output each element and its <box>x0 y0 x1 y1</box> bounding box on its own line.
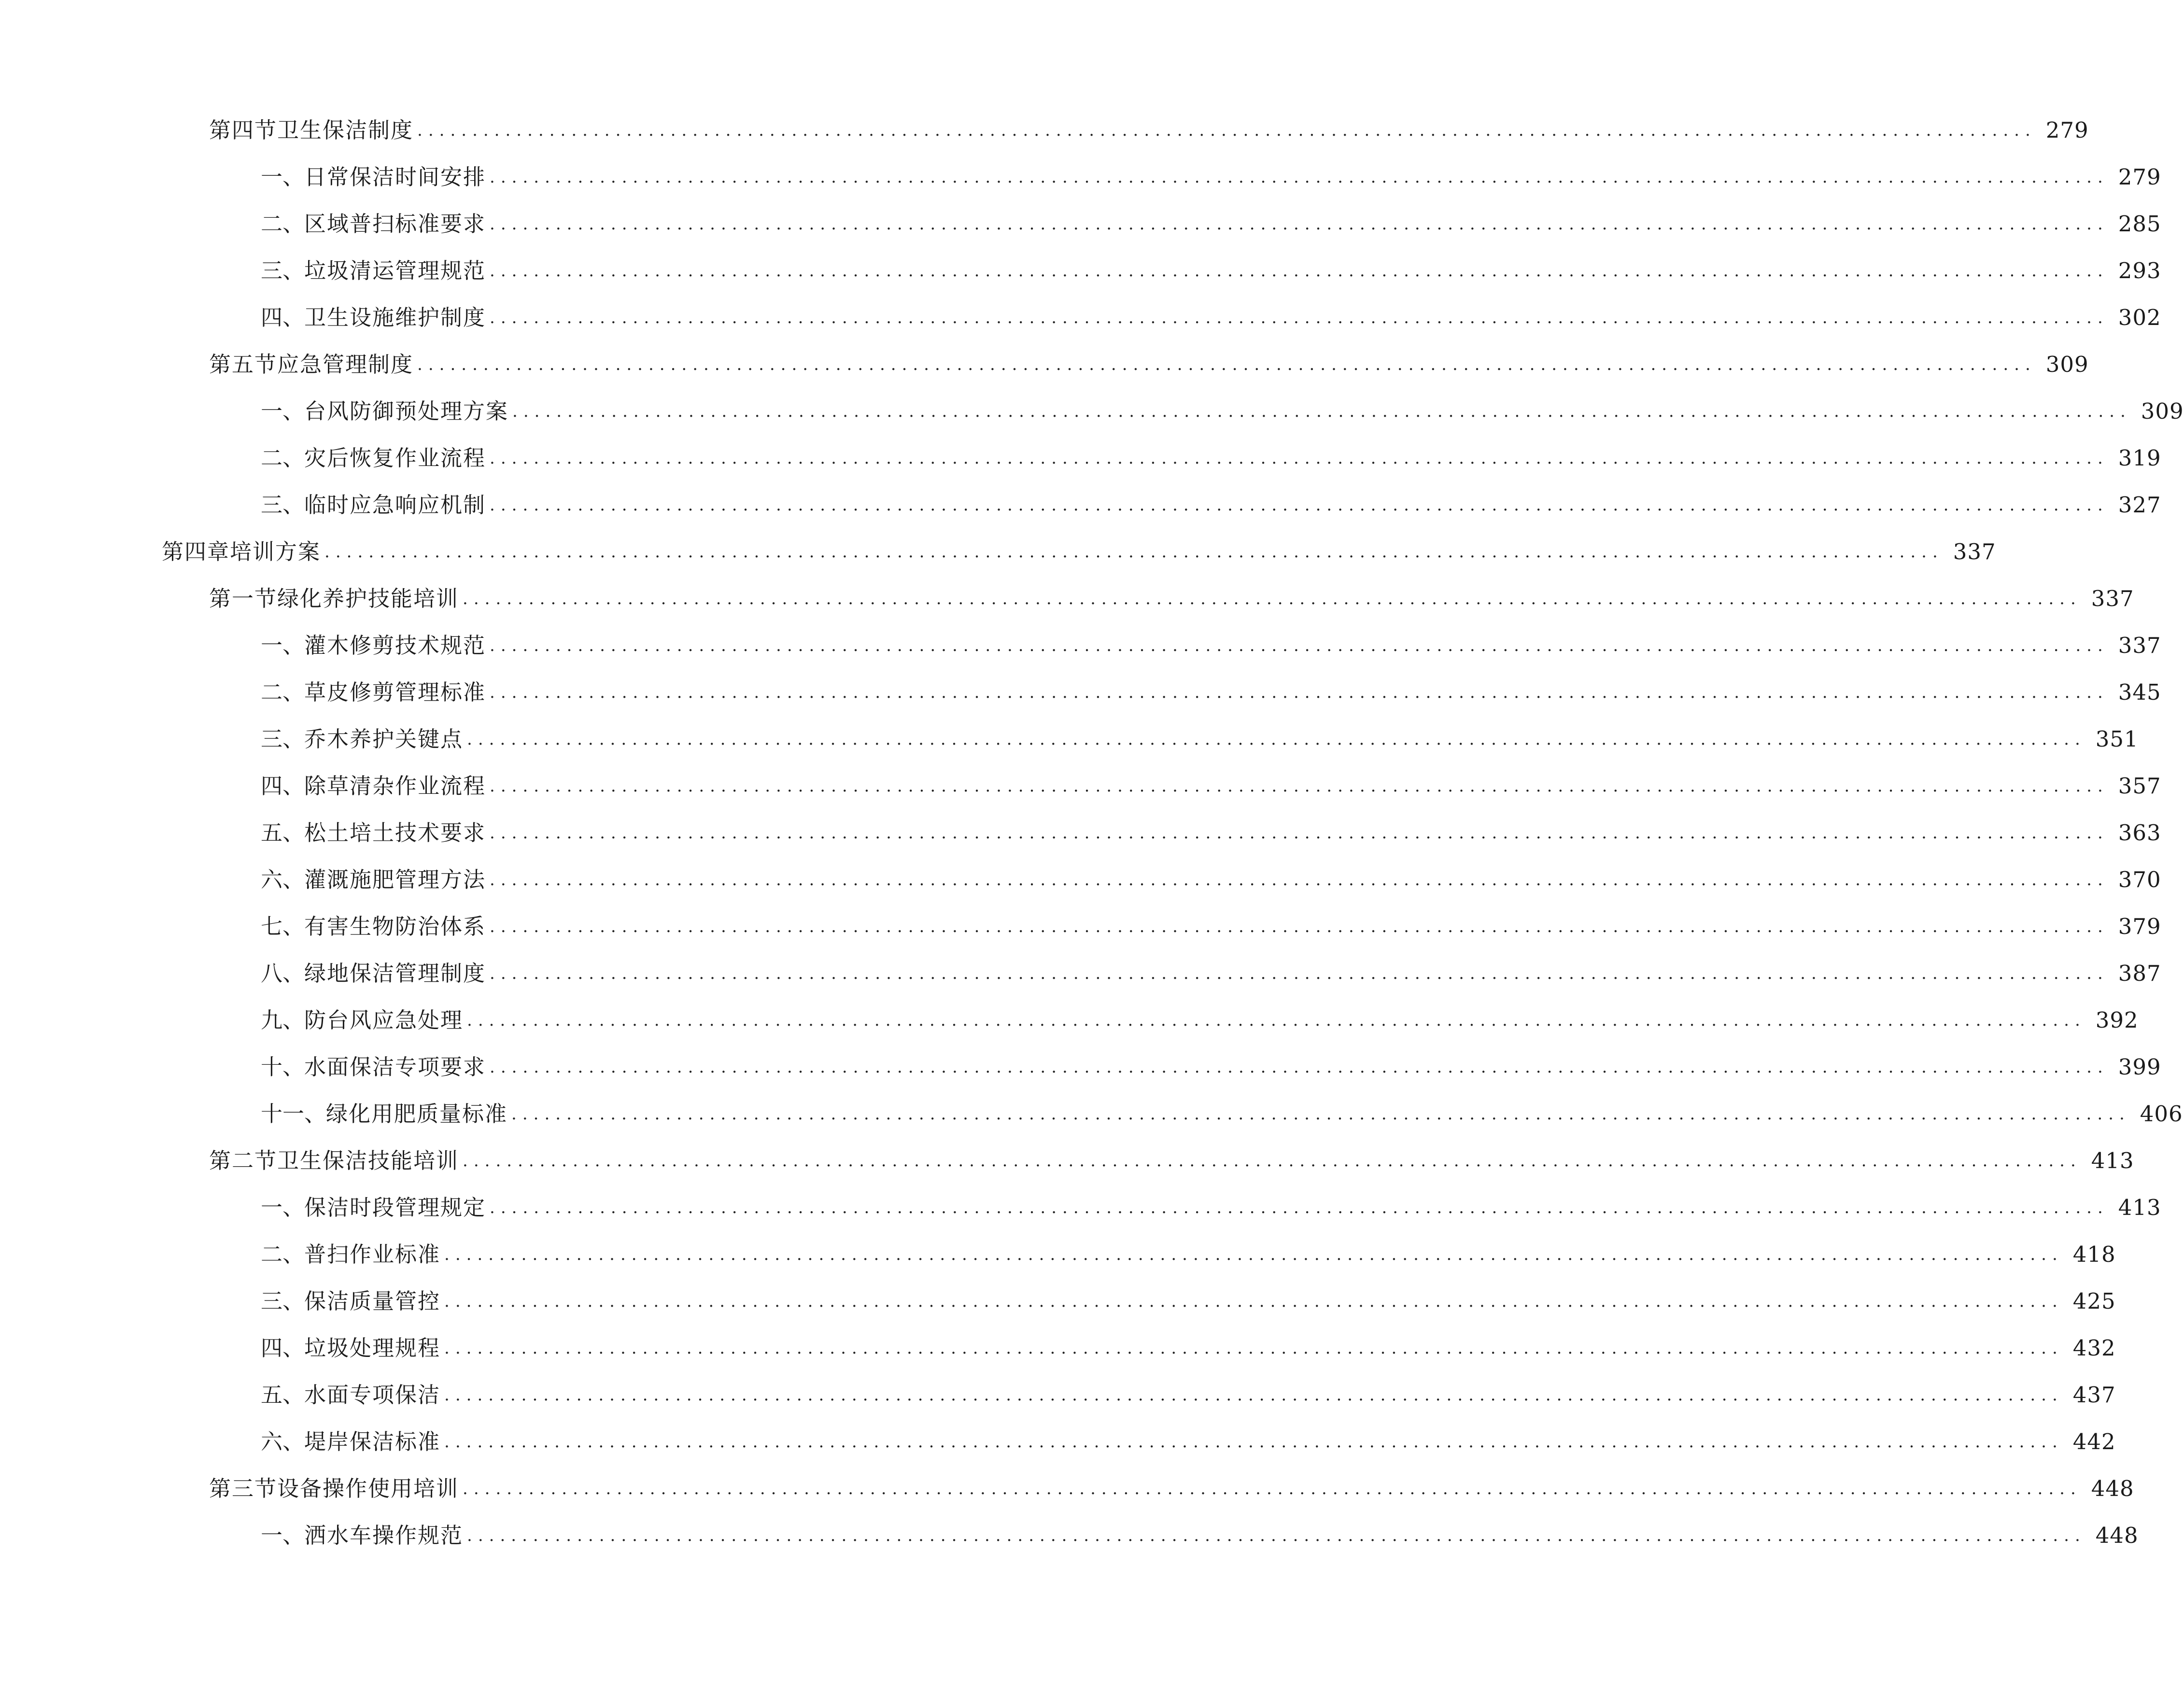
toc-entry-number: 一、 <box>261 1195 305 1220</box>
toc-entry-title: 灌木修剪技术规范 <box>304 633 486 658</box>
toc-entry[interactable] <box>209 1144 2134 1178</box>
toc-entry-title: 保洁时段管理规定 <box>304 1195 486 1220</box>
toc-entry-title: 灌溉施肥管理方法 <box>304 867 486 892</box>
toc-entry-number: 三、 <box>261 258 305 283</box>
toc-entry[interactable] <box>209 348 2089 381</box>
toc-entry[interactable] <box>261 676 2161 709</box>
toc-entry-title: 卫生保洁制度 <box>277 117 414 143</box>
toc-entry-number: 九、 <box>261 1007 305 1033</box>
dot-leader: ................................................................................................................................................... <box>490 1198 2109 1217</box>
dot-leader: ................................................................................................................................................... <box>490 964 2109 983</box>
dot-leader: ................................................................................................................................................... <box>490 636 2109 655</box>
toc-entry-number: 一、 <box>261 164 305 190</box>
toc-page-number: 293 <box>2118 258 2161 283</box>
toc-entry-title: 草皮修剪管理标准 <box>304 679 486 705</box>
toc-entry-title: 防台风应急处理 <box>304 1007 464 1033</box>
toc-entry-number: 第四章 <box>162 539 230 565</box>
toc-entry-number: 四、 <box>261 773 305 799</box>
dot-leader: ................................................................................................................................................... <box>417 355 2036 374</box>
toc-page-number: 279 <box>2045 117 2089 143</box>
dot-leader: ................................................................................................................................................... <box>490 495 2109 515</box>
dot-leader: ................................................................................................................................................... <box>490 917 2109 936</box>
toc-entry-number: 二、 <box>261 1242 305 1267</box>
toc-entry-title: 培训方案 <box>230 539 321 565</box>
dot-leader: ................................................................................................................................................... <box>467 730 2086 749</box>
dot-leader: ................................................................................................................................................... <box>490 214 2109 234</box>
toc-page-number: 370 <box>2118 867 2161 892</box>
toc-entry-title: 除草清杂作业流程 <box>304 773 486 799</box>
dot-leader: ................................................................................................................................................... <box>512 402 2131 421</box>
toc-page-number: 387 <box>2118 960 2161 986</box>
dot-leader: ................................................................................................................................................... <box>490 308 2109 327</box>
toc-entry-title: 垃圾清运管理规范 <box>304 258 486 283</box>
dot-leader: ................................................................................................................................................... <box>444 1385 2063 1405</box>
toc-page-number: 319 <box>2118 445 2161 471</box>
toc-entry-number: 三、 <box>261 726 305 752</box>
dot-leader: ................................................................................................................................................... <box>444 1339 2063 1358</box>
toc-entry-number: 第四节 <box>209 117 278 143</box>
toc-entry[interactable] <box>261 1378 2116 1412</box>
dot-leader: ................................................................................................................................................... <box>463 1479 2082 1498</box>
toc-entry-number: 六、 <box>261 1429 305 1454</box>
toc-entry[interactable] <box>261 1003 2139 1037</box>
toc-page-number: 309 <box>2045 352 2089 377</box>
dot-leader: ................................................................................................................................................... <box>324 542 1944 562</box>
toc-entry[interactable] <box>261 441 2161 475</box>
dot-leader: ................................................................................................................................................... <box>467 1011 2086 1030</box>
toc-entry-number: 第三节 <box>209 1476 278 1501</box>
toc-page-number: 425 <box>2072 1288 2116 1314</box>
dot-leader: ................................................................................................................................................... <box>490 168 2109 187</box>
toc-entry-number: 十一、 <box>261 1101 326 1127</box>
toc-page-number: 448 <box>2095 1523 2139 1548</box>
toc-entry[interactable] <box>261 769 2161 803</box>
toc-entry-number: 二、 <box>261 679 305 705</box>
toc-entry[interactable] <box>261 1238 2116 1271</box>
dot-leader: ................................................................................................................................................... <box>417 121 2036 140</box>
toc-entry[interactable] <box>261 722 2139 756</box>
toc-entry-number: 一、 <box>261 633 305 658</box>
toc-page-number: 442 <box>2072 1429 2116 1454</box>
toc-page-number: 357 <box>2118 773 2161 799</box>
toc-entry[interactable] <box>261 1331 2116 1365</box>
dot-leader: ................................................................................................................................................... <box>490 261 2109 281</box>
toc-entry[interactable] <box>209 113 2089 147</box>
toc-page-number: 345 <box>2118 679 2161 705</box>
toc-page-number: 406 <box>2140 1101 2183 1127</box>
toc-entry-number: 五、 <box>261 820 305 846</box>
toc-page-number: 309 <box>2141 398 2184 424</box>
toc-entry[interactable] <box>261 1097 2183 1131</box>
toc-entry-title: 水面专项保洁 <box>304 1382 441 1408</box>
toc-entry[interactable] <box>261 1050 2161 1084</box>
toc-entry-number: 七、 <box>261 914 305 939</box>
dot-leader: ................................................................................................................................................... <box>490 870 2109 889</box>
dot-leader: ................................................................................................................................................... <box>467 1526 2086 1545</box>
toc-entry[interactable] <box>261 1519 2139 1553</box>
toc-entry-title: 洒水车操作规范 <box>304 1523 464 1548</box>
toc-entry-title: 日常保洁时间安排 <box>304 164 486 190</box>
toc-page-number: 363 <box>2118 820 2161 846</box>
toc-entry-title: 堤岸保洁标准 <box>304 1429 441 1454</box>
dot-leader: ................................................................................................................................................... <box>444 1432 2063 1452</box>
dot-leader: ................................................................................................................................................... <box>490 449 2109 468</box>
toc-page-number: 392 <box>2095 1007 2139 1033</box>
toc-entry-title: 设备操作使用培训 <box>277 1476 459 1501</box>
toc-entry[interactable] <box>261 254 2161 288</box>
toc-page-number: 337 <box>1953 539 1996 565</box>
toc-page-number: 285 <box>2118 211 2161 237</box>
toc-entry-number: 十、 <box>261 1054 305 1080</box>
toc-entry[interactable] <box>261 207 2161 241</box>
toc-entry[interactable] <box>261 910 2161 944</box>
toc-entry-title: 绿化养护技能培训 <box>277 586 459 611</box>
toc-entry-number: 一、 <box>261 1523 305 1548</box>
toc-page-number: 351 <box>2095 726 2139 752</box>
toc-page-number: 327 <box>2118 492 2161 518</box>
toc-entry[interactable] <box>261 957 2161 990</box>
toc-entry[interactable] <box>261 160 2161 194</box>
toc-entry-number: 第一节 <box>209 586 278 611</box>
dot-leader: ................................................................................................................................................... <box>444 1245 2063 1264</box>
toc-page-number: 437 <box>2072 1382 2116 1408</box>
toc-entry-number: 一、 <box>261 398 305 424</box>
toc-entry-number: 第五节 <box>209 352 278 377</box>
toc-entry-number: 四、 <box>261 1335 305 1361</box>
toc-entry-number: 四、 <box>261 305 305 330</box>
dot-leader: ................................................................................................................................................... <box>490 823 2109 843</box>
dot-leader: ................................................................................................................................................... <box>444 1292 2063 1311</box>
toc-entry-number: 三、 <box>261 1288 305 1314</box>
dot-leader: ................................................................................................................................................... <box>463 1151 2082 1171</box>
dot-leader: ................................................................................................................................................... <box>511 1104 2130 1124</box>
toc-entry-title: 乔木养护关键点 <box>304 726 464 752</box>
toc-entry-title: 区域普扫标准要求 <box>304 211 486 237</box>
toc-entry-title: 卫生保洁技能培训 <box>277 1148 459 1173</box>
toc-entry-title: 水面保洁专项要求 <box>304 1054 486 1080</box>
toc-page-number: 337 <box>2118 633 2161 658</box>
toc-entry-title: 灾后恢复作业流程 <box>304 445 486 471</box>
toc-entry-title: 绿化用肥质量标准 <box>326 1101 508 1127</box>
toc-entry[interactable] <box>162 535 1996 569</box>
toc-page-number: 302 <box>2118 305 2161 330</box>
toc-entry[interactable] <box>209 1472 2134 1506</box>
toc-page-number: 432 <box>2072 1335 2116 1361</box>
toc-page-number: 413 <box>2091 1148 2134 1173</box>
toc-entry[interactable] <box>261 1285 2116 1318</box>
toc-entry-number: 二、 <box>261 445 305 471</box>
toc-entry-title: 卫生设施维护制度 <box>304 305 486 330</box>
toc-entry[interactable] <box>261 863 2161 897</box>
toc-page-number: 399 <box>2118 1054 2161 1080</box>
toc-page-number: 379 <box>2118 914 2161 939</box>
toc-entry-number: 五、 <box>261 1382 305 1408</box>
toc-entry-title: 普扫作业标准 <box>304 1242 441 1267</box>
toc-entry[interactable] <box>261 301 2161 335</box>
toc-entry-number: 六、 <box>261 867 305 892</box>
dot-leader: ................................................................................................................................................... <box>490 683 2109 702</box>
toc-entry[interactable] <box>209 582 2134 616</box>
dot-leader: ................................................................................................................................................... <box>463 589 2082 608</box>
dot-leader: ................................................................................................................................................... <box>490 776 2109 796</box>
toc-entry-number: 三、 <box>261 492 305 518</box>
toc-entry[interactable] <box>261 1425 2116 1459</box>
toc-entry-number: 二、 <box>261 211 305 237</box>
toc-entry-title: 保洁质量管控 <box>304 1288 441 1314</box>
toc-entry-title: 松土培土技术要求 <box>304 820 486 846</box>
toc-page-number: 413 <box>2118 1195 2161 1220</box>
toc-page-number: 337 <box>2091 586 2134 611</box>
toc-entry[interactable] <box>261 629 2161 663</box>
toc-entry[interactable] <box>261 488 2161 522</box>
toc-entry-title: 临时应急响应机制 <box>304 492 486 518</box>
toc-entry[interactable] <box>261 395 2184 428</box>
dot-leader: ................................................................................................................................................... <box>490 1058 2109 1077</box>
toc-page-number: 279 <box>2118 164 2161 190</box>
toc-page-number: 448 <box>2091 1476 2134 1501</box>
toc-entry-title: 台风防御预处理方案 <box>304 398 509 424</box>
toc-entry[interactable] <box>261 816 2161 850</box>
toc-entry-number: 第二节 <box>209 1148 278 1173</box>
toc-entry-number: 八、 <box>261 960 305 986</box>
toc-entry-title: 垃圾处理规程 <box>304 1335 441 1361</box>
toc-entry-title: 有害生物防治体系 <box>304 914 486 939</box>
toc-entry-title: 绿地保洁管理制度 <box>304 960 486 986</box>
toc-page-number: 418 <box>2072 1242 2116 1267</box>
toc-entry-title: 应急管理制度 <box>277 352 414 377</box>
toc-entry[interactable] <box>261 1191 2161 1225</box>
